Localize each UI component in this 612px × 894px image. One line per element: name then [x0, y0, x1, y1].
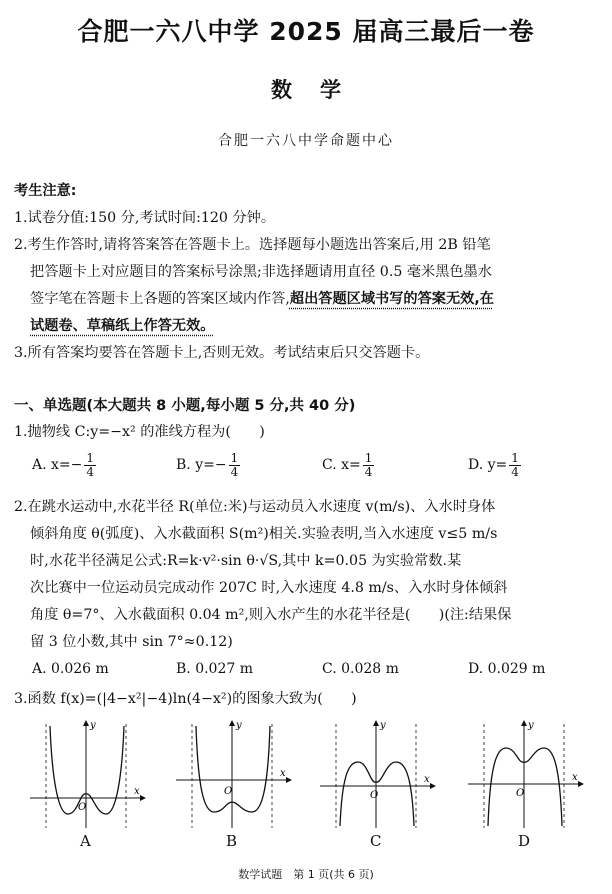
graph-b-x-arrow [286, 777, 292, 783]
q1-option-d-text: D. y= [468, 457, 508, 474]
q1-c-denominator: 4 [364, 464, 373, 479]
q2-option-c: C. 0.028 m [322, 661, 399, 677]
graph-a-origin: O [78, 802, 87, 813]
graph-c-origin: O [370, 790, 379, 801]
author-center: 合肥一六八中学命题中心 [218, 133, 394, 149]
q1-option-d [468, 452, 521, 478]
graph-c-x-arrow [430, 783, 436, 789]
q1-option-a-text: A. x=− [32, 457, 83, 474]
subject-title: 数学 [271, 78, 369, 102]
q1-option-b [176, 452, 240, 478]
notice-item-2-line-1: 2.考生作答时,请将答案答在答题卡上。选择题每小题选出答案后,用 2B 铅笔 [14, 237, 491, 253]
q3-graph-c [318, 718, 438, 830]
q1-option-a [32, 452, 96, 478]
q1-b-numerator: 1 [230, 451, 239, 465]
graph-d-y-label: y [528, 720, 534, 731]
q3-label-b: B [226, 832, 238, 850]
q1-c-numerator: 1 [364, 451, 373, 465]
q1-d-numerator: 1 [511, 451, 519, 465]
graph-a-y-arrow [83, 720, 89, 726]
notice-emphasis-2: 试题卷、草稿纸上作答无效。 [30, 318, 215, 334]
q3-label-a: A [80, 832, 91, 850]
page-footer: 数学试题 第 1 页(共 6 页) [238, 868, 374, 881]
q1-option-c-fraction [363, 452, 375, 478]
graph-a-x-arrow [140, 795, 146, 801]
q1-option-d-fraction [509, 452, 521, 478]
graph-b-y-arrow [229, 720, 235, 726]
q2-line-4: 次比赛中一位运动员完成动作 207C 时,入水速度 4.8 m/s、入水时身体倾斜 [30, 580, 508, 596]
q3-label-c: C [370, 832, 382, 850]
notice-item-3: 3.所有答案均要答在答题卡上,否则无效。考试结束后只交答题卡。 [14, 345, 430, 361]
q3-label-d: D [518, 832, 531, 850]
section-heading: 一、单选题(本大题共 8 小题,每小题 5 分,共 40 分) [14, 398, 356, 414]
graph-a-x-label: x [134, 786, 140, 797]
graph-b-curve [196, 726, 270, 812]
q2-option-d: D. 0.029 m [468, 661, 546, 677]
graph-b-origin: O [224, 786, 233, 797]
graph-d-y-arrow [521, 720, 527, 726]
graph-d-curve [488, 748, 562, 826]
graph-b-x-label: x [280, 768, 286, 779]
graph-a-y-label: y [90, 720, 96, 731]
q2-line-5: 角度 θ=7°、入水截面积 0.04 m²,则入水产生的水花半径是( )(注:结果保 [30, 607, 512, 623]
graph-b-y-label: y [236, 720, 242, 731]
q1-option-b-text: B. y=− [176, 457, 227, 474]
notice-emphasis-1: 超出答题区域书写的答案无效,在 [289, 291, 494, 307]
graph-d-x-label: x [572, 772, 578, 783]
q3-graph-a [28, 718, 148, 830]
q1-option-c [322, 452, 374, 478]
q2-option-a: A. 0.026 m [32, 661, 109, 677]
graph-c-y-label: y [380, 720, 386, 731]
q2-line-2: 倾斜角度 θ(弧度)、入水截面积 S(m²)相关.实验表明,当入水速度 v≤5 m/s [30, 526, 498, 542]
notice-item-2-line-3 [30, 288, 494, 308]
q2-line-3: 时,水花半径满足公式:R=k·v²·sin θ·√S,其中 k=0.05 为实验常数.某 [30, 553, 462, 569]
q1-option-b-fraction [229, 452, 241, 478]
q3-stem: 3.函数 f(x)=(|4−x²|−4)ln(4−x²)的图象大致为( ) [14, 691, 357, 707]
graph-a-curve [50, 726, 124, 814]
graph-c-y-arrow [373, 720, 379, 726]
q1-d-denominator: 4 [511, 464, 519, 479]
notice-heading: 考生注意: [14, 183, 77, 199]
notice-item-2-line-2: 把答题卡上对应题目的答案标号涂黑;非选择题请用直径 0.5 毫米黑色墨水 [30, 264, 492, 280]
notice-item-1: 1.试卷分值:150 分,考试时间:120 分钟。 [14, 210, 276, 226]
q1-stem: 1.抛物线 C:y=−x² 的准线方程为( ) [14, 424, 265, 440]
q1-a-numerator: 1 [86, 451, 95, 465]
q1-a-denominator: 4 [86, 464, 95, 479]
graph-d-x-arrow [578, 781, 584, 787]
graph-d-origin: O [516, 788, 525, 799]
notice-item-2-line-3-normal: 签字笔在答题卡上各题的答案区域内作答, [30, 291, 290, 307]
q2-option-b: B. 0.027 m [176, 661, 253, 677]
q2-line-6: 留 3 位小数,其中 sin 7°≈0.12) [30, 634, 233, 650]
graph-c-x-label: x [424, 774, 430, 785]
q3-graph-d [466, 718, 586, 830]
q2-line-1: 2.在跳水运动中,水花半径 R(单位:米)与运动员入水速度 v(m/s)、入水时身体 [14, 499, 496, 515]
q3-graph-b [174, 718, 294, 830]
exam-title: 合肥一六八中学 2025 届高三最后一卷 [77, 17, 535, 46]
q1-option-a-fraction [84, 452, 96, 478]
q1-option-c-text: C. x= [322, 457, 361, 474]
q1-b-denominator: 4 [230, 464, 239, 479]
